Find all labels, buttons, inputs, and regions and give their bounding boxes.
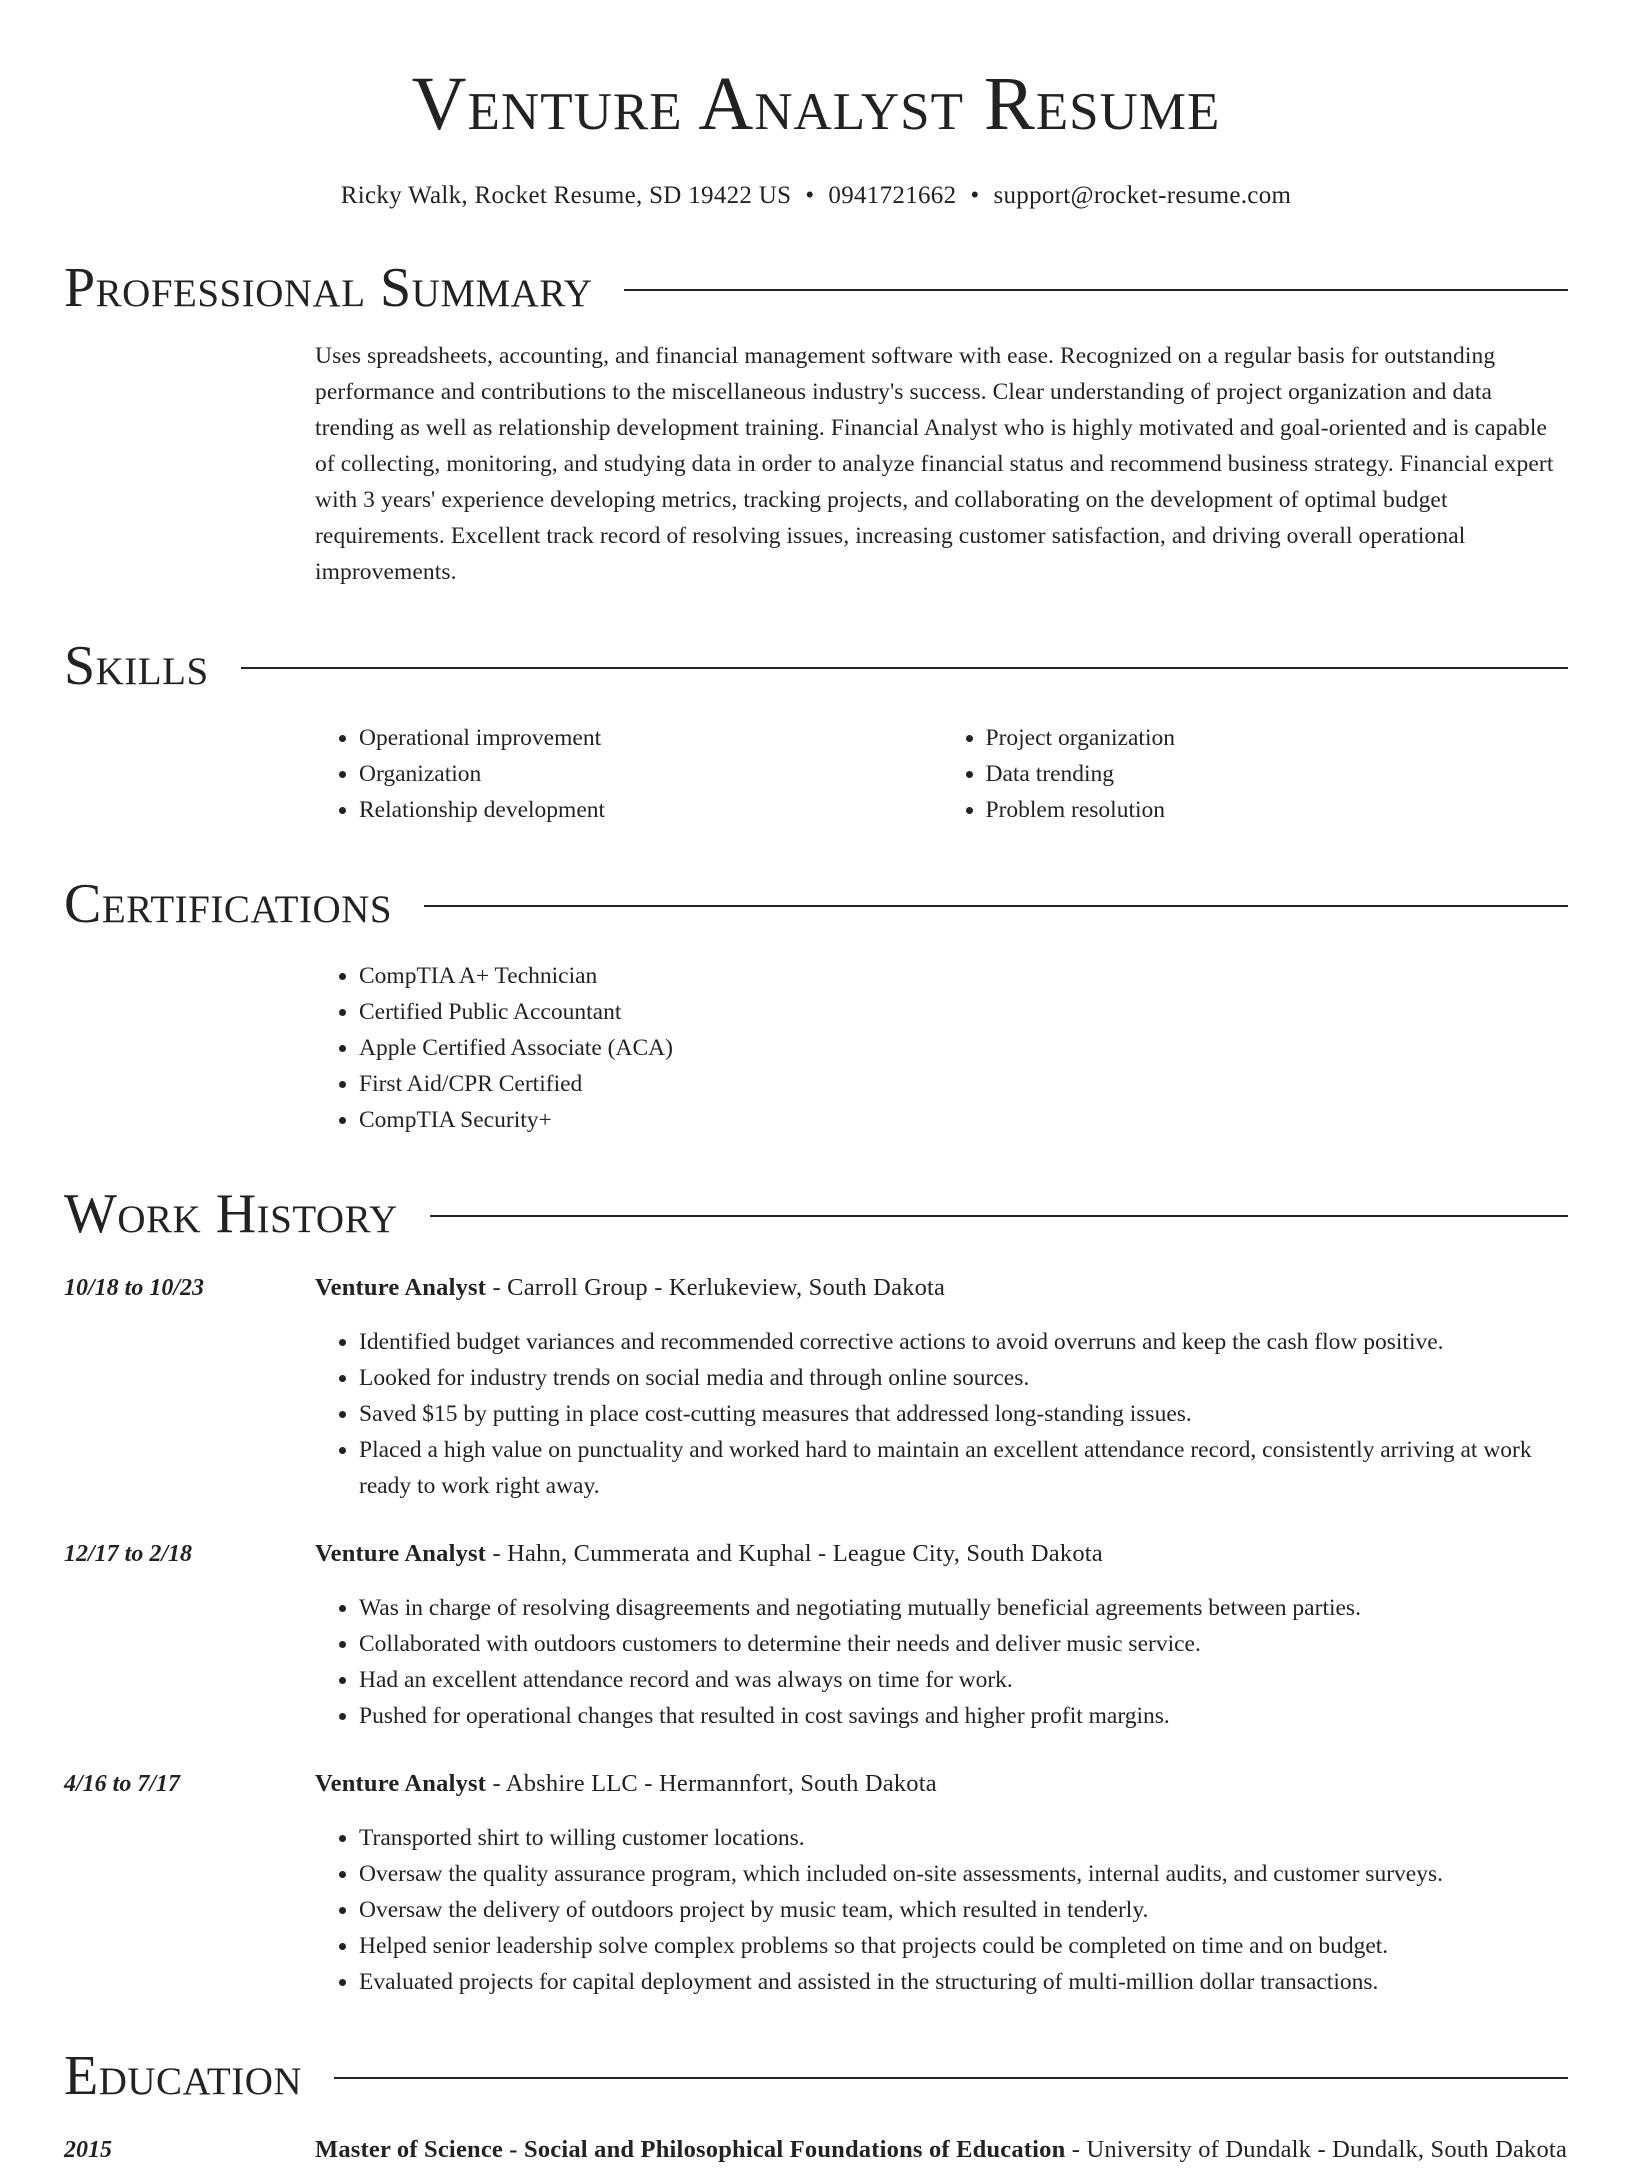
certifications-list xyxy=(315,958,1568,1138)
education-heading: Education xyxy=(64,2045,303,2107)
education-section-header xyxy=(64,2044,1568,2108)
job-bullet: • Pushed for operational changes that resulted in cost savings and higher profit margins. xyxy=(359,1698,1568,1734)
education-year: 2015 xyxy=(64,2137,112,2163)
certifications-heading: Certifications xyxy=(64,873,393,935)
resume-page xyxy=(64,0,1568,2168)
job-entry xyxy=(64,1536,1568,1734)
certifications-bullets xyxy=(315,958,1568,1138)
skill-item: • Organization xyxy=(359,756,942,792)
job-bullet: • Oversaw the delivery of outdoors project by music team, which resulted in tenderly. xyxy=(359,1892,1568,1928)
skill-item: • Problem resolution xyxy=(986,792,1569,828)
job-detail xyxy=(315,1536,1568,1734)
job-bullet: • Looked for industry trends on social media and through online sources. xyxy=(359,1360,1568,1396)
summary-heading: Professional Summary xyxy=(64,257,593,319)
education-detail xyxy=(315,2132,1568,2168)
job-detail xyxy=(315,1766,1568,2000)
contact-address: Ricky Walk, Rocket Resume, SD 19422 US xyxy=(340,182,792,209)
skill-item: • Project organization xyxy=(986,720,1569,756)
certification-item: • Certified Public Accountant xyxy=(359,994,1568,1030)
job-dates: 10/18 to 10/23 xyxy=(64,1275,205,1301)
certifications-section-header xyxy=(64,872,1568,936)
section-divider xyxy=(624,289,1568,291)
job-bullets xyxy=(315,1820,1568,2000)
skills-column-right xyxy=(942,720,1569,828)
skills-column-left xyxy=(315,720,942,828)
section-divider xyxy=(430,1215,1568,1217)
job-bullets xyxy=(315,1590,1568,1734)
job-employer: - Hahn, Cummerata and Kuphal - League City, South Dakota xyxy=(486,1540,1103,1567)
section-divider xyxy=(424,905,1568,907)
section-divider xyxy=(241,667,1568,669)
skill-item: • Operational improvement xyxy=(359,720,942,756)
job-dates: 4/16 to 7/17 xyxy=(64,1771,181,1797)
education-entry xyxy=(64,2132,1568,2168)
skills-heading: Skills xyxy=(64,635,209,697)
job-entry xyxy=(64,1766,1568,2000)
job-bullet: • Placed a high value on punctuality and worked hard to maintain an excellent attendance record, consistently arriving at work ready to work right away. xyxy=(359,1432,1568,1504)
job-bullet: • Was in charge of resolving disagreements and negotiating mutually beneficial agreements between parties. xyxy=(359,1590,1568,1626)
job-bullet: • Oversaw the quality assurance program, which included on-site assessments, internal audits, and customer surveys. xyxy=(359,1856,1568,1892)
education-degree: Master of Science - Social and Philosophical Foundations of Education xyxy=(315,2136,1066,2163)
job-detail xyxy=(315,1270,1568,1504)
summary-text: Uses spreadsheets, accounting, and financial management software with ease. Recognized on a regular basis for outstanding performance and contributions to the miscellaneous industry's success. Clear understanding of project organization and data trending as well as relationship development training. Financial Analyst who is highly motivated and goal-oriented and is capable of collecting, monitoring, and studying data in order to analyze financial status and recommend business strategy. Financial expert with 3 years' experience developing metrics, tracking projects, and collaborating on the development of optimal budget requirements. Excellent track record of resolving issues, increasing customer satisfaction, and driving overall operational improvements. xyxy=(315,343,1554,585)
job-title: Venture Analyst xyxy=(315,1540,487,1567)
skill-item: • Data trending xyxy=(986,756,1569,792)
work-history-heading: Work History xyxy=(64,1183,398,1245)
job-title: Venture Analyst xyxy=(315,1770,487,1797)
job-bullet: • Collaborated with outdoors customers to determine their needs and deliver music service. xyxy=(359,1626,1568,1662)
job-bullet: • Identified budget variances and recommended corrective actions to avoid overruns and keep the cash flow positive. xyxy=(359,1324,1568,1360)
certification-item: • CompTIA A+ Technician xyxy=(359,958,1568,994)
job-bullets xyxy=(315,1324,1568,1504)
contact-line xyxy=(64,180,1568,212)
job-bullet: • Helped senior leadership solve complex problems so that projects could be completed on time and on budget. xyxy=(359,1928,1568,1964)
contact-email: support@rocket-resume.com xyxy=(993,182,1292,209)
resume-title: Venture Analyst Resume xyxy=(411,62,1221,146)
certification-item: • First Aid/CPR Certified xyxy=(359,1066,1568,1102)
job-heading xyxy=(315,1536,1568,1572)
job-bullet: • Evaluated projects for capital deployment and assisted in the structuring of multi-million dollar transactions. xyxy=(359,1964,1568,2000)
education-school: - University of Dundalk - Dundalk, South Dakota xyxy=(1065,2136,1568,2163)
skills-section-header xyxy=(64,634,1568,698)
certification-item: • Apple Certified Associate (ACA) xyxy=(359,1030,1568,1066)
job-employer: - Abshire LLC - Hermannfort, South Dakota xyxy=(486,1770,937,1797)
contact-separator: • xyxy=(970,182,980,209)
job-heading xyxy=(315,1766,1568,1802)
skills-list xyxy=(315,720,1568,828)
summary-section-header xyxy=(64,256,1568,320)
job-bullet: • Had an excellent attendance record and was always on time for work. xyxy=(359,1662,1568,1698)
job-dates: 12/17 to 2/18 xyxy=(64,1541,193,1567)
job-bullet: • Transported shirt to willing customer locations. xyxy=(359,1820,1568,1856)
job-title: Venture Analyst xyxy=(315,1274,487,1301)
job-heading xyxy=(315,1270,1568,1306)
certification-item: • CompTIA Security+ xyxy=(359,1102,1568,1138)
contact-phone: 0941721662 xyxy=(828,182,957,209)
job-employer: - Carroll Group - Kerlukeview, South Dakota xyxy=(486,1274,946,1301)
job-entry xyxy=(64,1270,1568,1504)
section-divider xyxy=(334,2077,1568,2079)
contact-separator: • xyxy=(805,182,815,209)
skill-item: • Relationship development xyxy=(359,792,942,828)
work-history-section-header xyxy=(64,1182,1568,1246)
job-bullet: • Saved $15 by putting in place cost-cutting measures that addressed long-standing issues. xyxy=(359,1396,1568,1432)
